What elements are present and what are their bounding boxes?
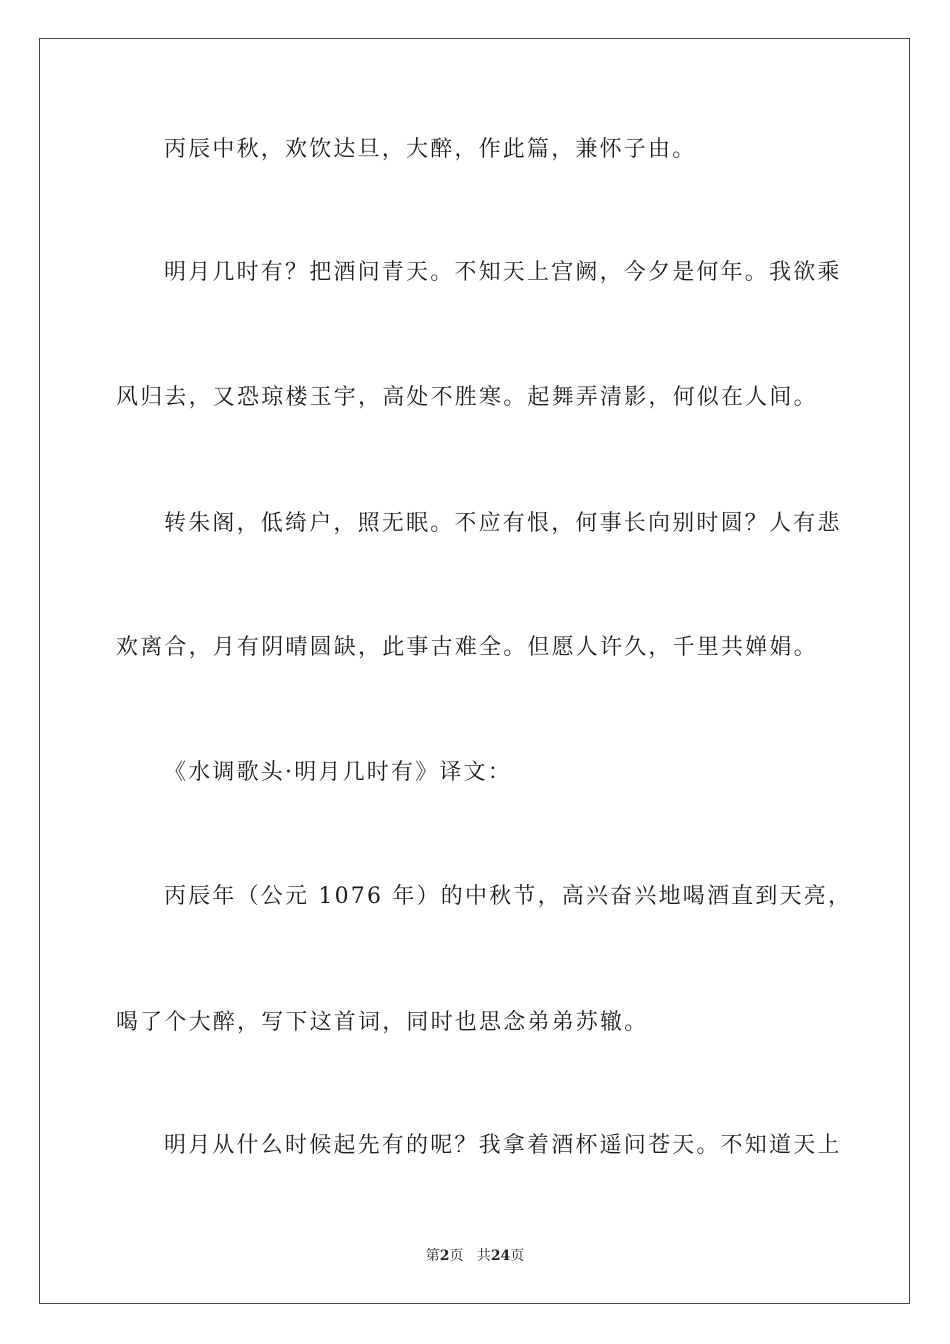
current-page-number: 2 [439,1248,450,1264]
footer-total-prefix: 共 [476,1248,491,1264]
section-heading: 《水调歌头·明月几时有》译文： [164,760,512,785]
footer-prefix: 第 [425,1248,440,1264]
paragraph-line: 喝了个大醉，写下这首词，同时也思念弟弟苏辙。 [116,1010,649,1035]
paragraph-line: 风归去，又恐琼楼玉宇，高处不胜寒。起舞弄清影，何似在人间。 [116,385,818,410]
paragraph-line: 欢离合，月有阴晴圆缺，此事古难全。但愿人许久，千里共婵娟。 [116,635,818,660]
paragraph-line: 丙辰中秋，欢饮达旦，大醉，作此篇，兼怀子由。 [164,137,697,162]
page-footer [0,1246,950,1266]
page-border [39,38,910,1304]
paragraph-line: 转朱阁，低绮户，照无眠。不应有恨，何事长向别时圆？人有悲 [164,511,842,536]
paragraph-line: 丙辰年（公元 1076 年）的中秋节，高兴奋兴地喝酒直到天亮， [164,884,853,909]
paragraph-line: 明月几时有？把酒问青天。不知天上宫阙，今夕是何年。我欲乘 [164,260,842,285]
footer-page-suffix: 页 [449,1248,464,1264]
paragraph-line: 明月从什么时候起先有的呢？我拿着酒杯遥问苍天。不知道天上 [164,1133,842,1158]
footer-total-suffix: 页 [510,1248,525,1264]
total-pages-number: 24 [490,1248,511,1264]
